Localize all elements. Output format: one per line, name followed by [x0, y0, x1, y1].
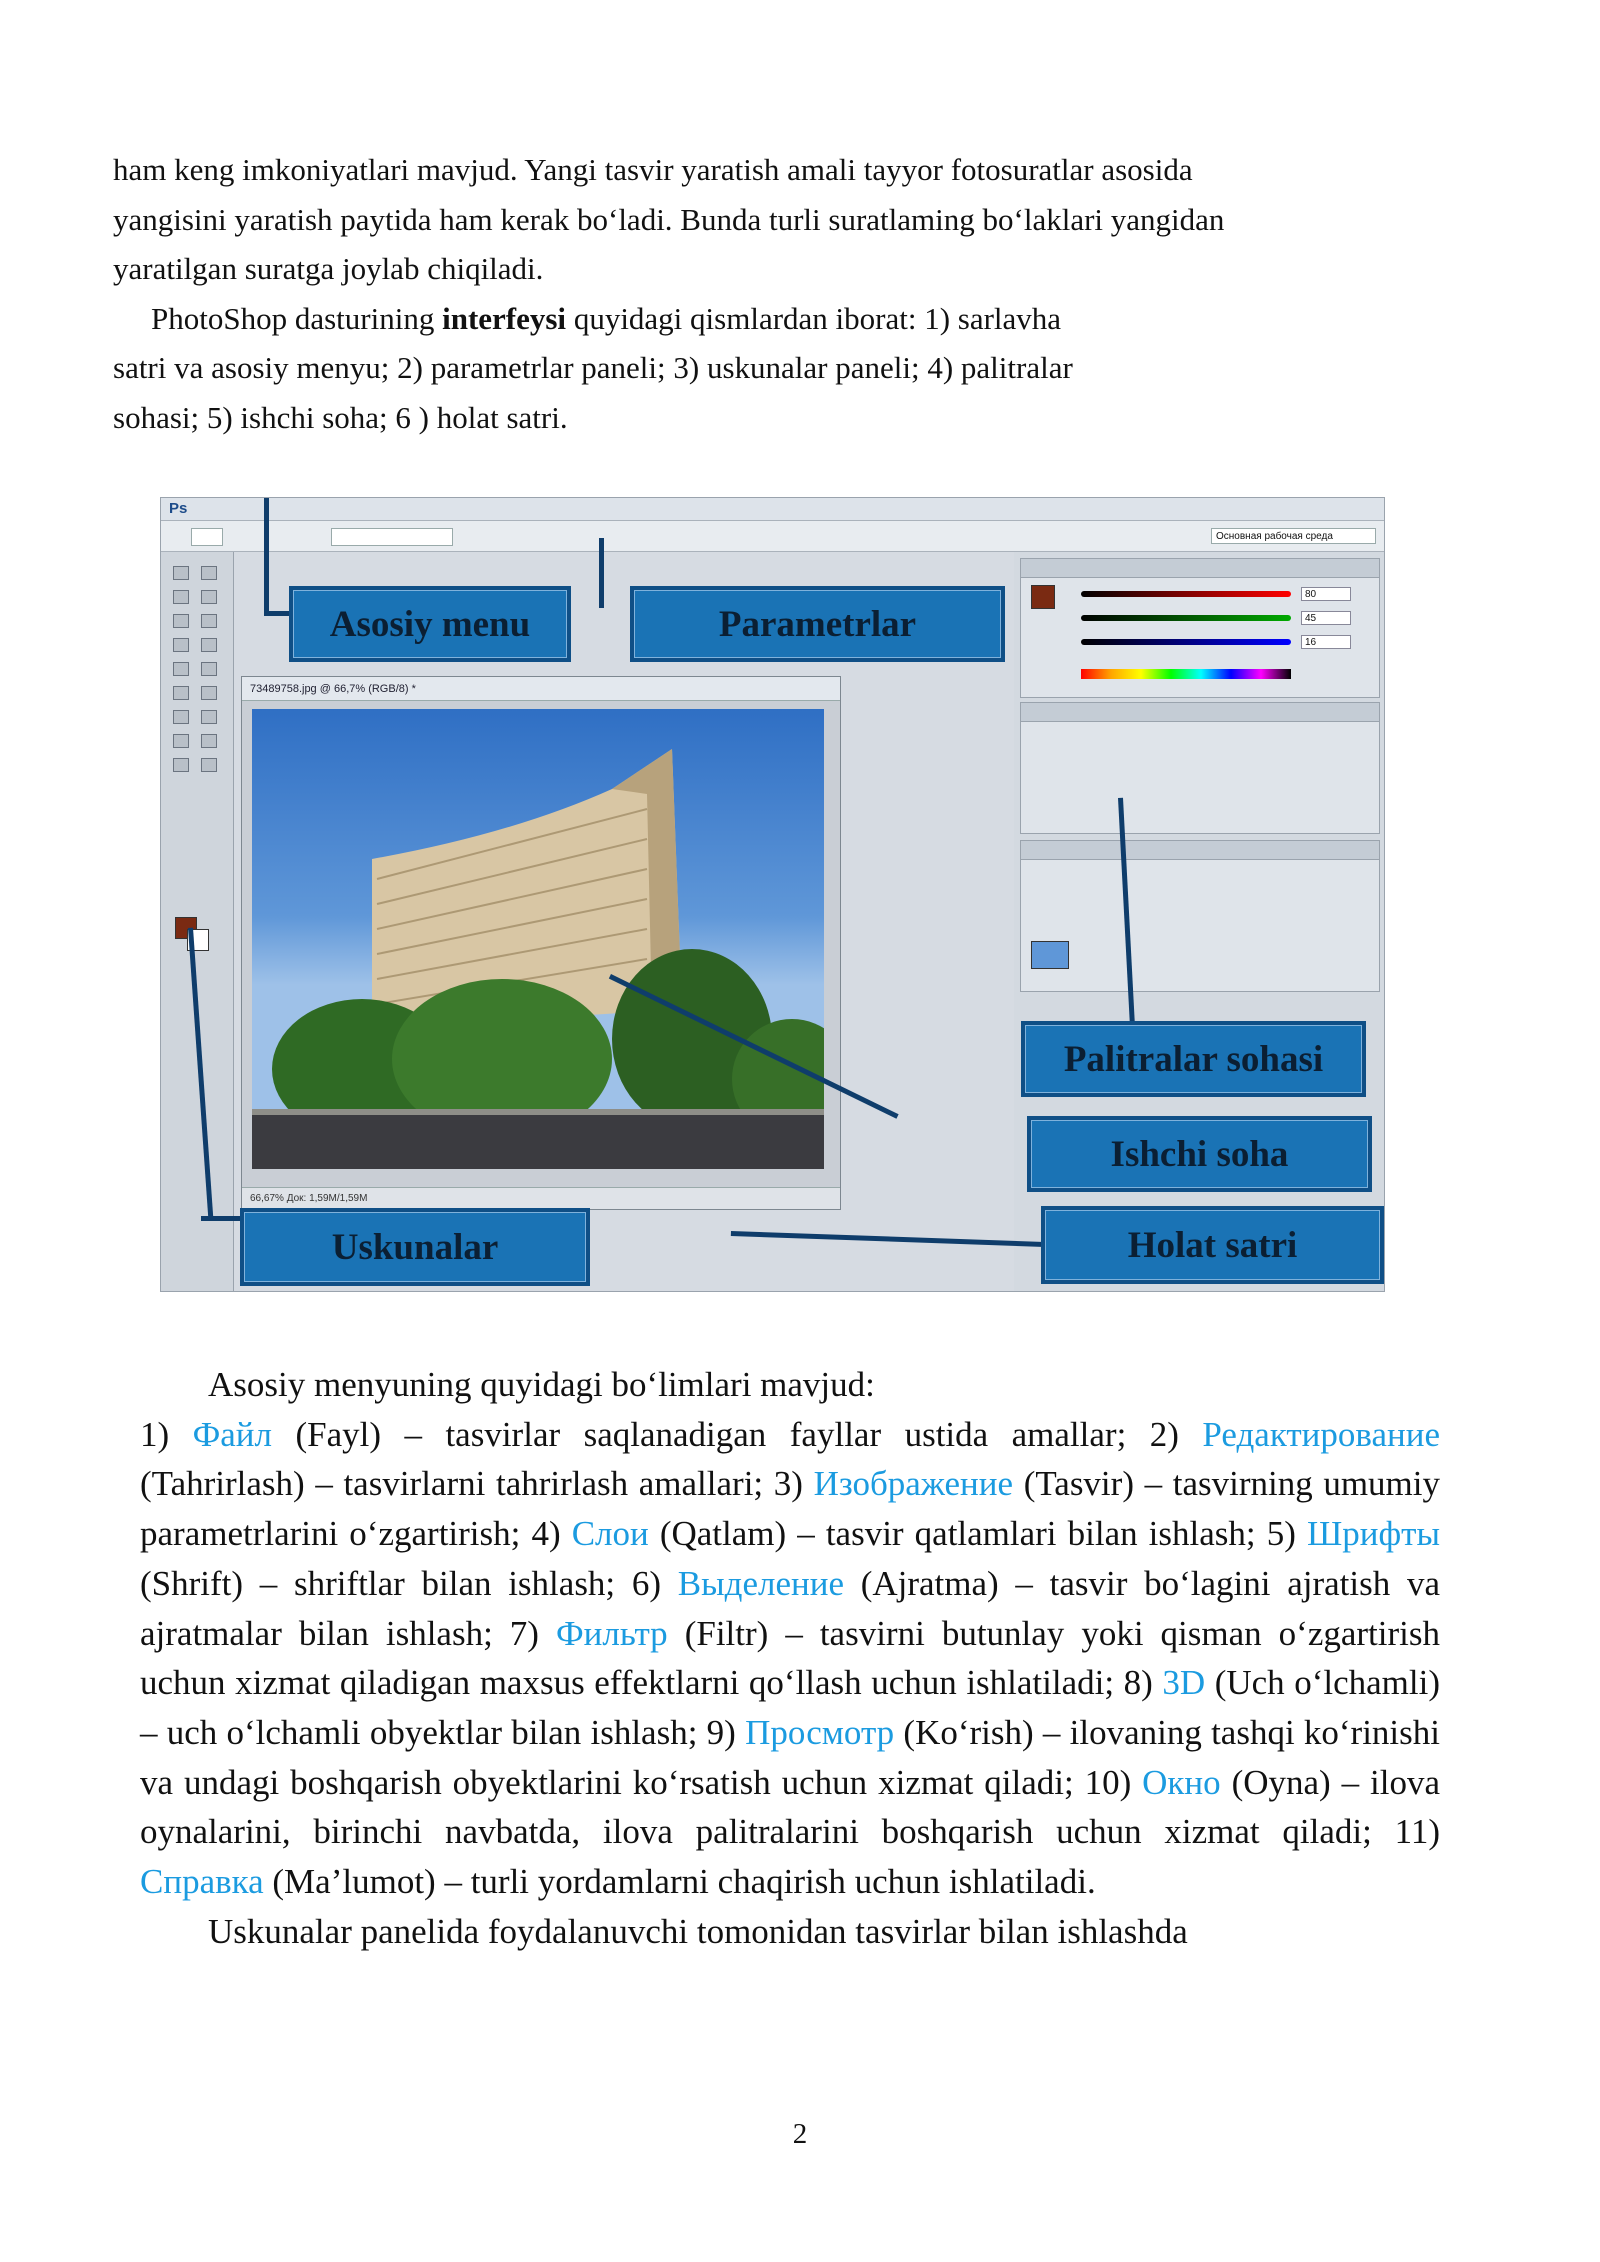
dodge-tool-icon: [173, 710, 189, 724]
page-number: 2: [792, 2118, 808, 2150]
menu-term-layers: Слои: [571, 1514, 649, 1554]
menu-text: (Filtr) – tasvirni butunlay yoki qisman o‘zgartirish uchun xizmat qiladigan maxsus effektlarni qo‘llash uchun ishlatiladi; 8): [140, 1613, 1440, 1703]
red-slider: [1081, 591, 1291, 597]
stamp-tool-icon: [173, 662, 189, 676]
workspace-field: Основная рабочая среда: [1211, 528, 1376, 544]
green-slider: [1081, 615, 1291, 621]
intro-line: [113, 294, 1513, 344]
menu-text: (Ajratma) – tasvir bo‘lagini ajratish va ajratmalar bilan ishlash; 7): [140, 1563, 1440, 1653]
menu-description: [140, 1360, 1440, 1956]
intro-text: quyidagi qismlardan iborat: 1) sarlavha: [566, 300, 1062, 336]
pencil-tool-icon: [201, 638, 217, 652]
menu-text: (Qatlam) – tasvir qatlamlari bilan ishlash; 5): [648, 1514, 1307, 1554]
menu-text: (Ko‘rish) – ilovaning tashqi ko‘rinishi va undagi boshqarish obyektlarini ko‘rsatish uchun xizmat qiladi; 10): [140, 1712, 1441, 1802]
menu-term-window: Окно: [1142, 1762, 1221, 1802]
ps-logo: Ps: [169, 500, 188, 517]
mode-field: [331, 528, 453, 546]
path-selection-tool-icon: [173, 734, 189, 748]
menu-term-select: Выделение: [677, 1563, 844, 1603]
blue-value: 16: [1301, 635, 1351, 649]
callout-palitralar-sohasi: Palitralar sohasi: [1021, 1021, 1366, 1097]
road: [252, 1114, 824, 1169]
menu-text: (Tasvir) – tasvirning umumiy parametrlarini o‘zgartirish; 4): [140, 1464, 1440, 1554]
intro-paragraph: [113, 145, 1513, 442]
color-spectrum-bar: [1081, 669, 1291, 679]
menu-term-filter: Фильтр: [555, 1613, 668, 1653]
callout-ishchi-soha: Ishchi soha: [1027, 1116, 1372, 1192]
section-heading: Asosiy menyuning quyidagi bo‘limlari mavjud:: [208, 1365, 875, 1404]
intro-line: yangisini yaratish paytida ham kerak bo‘ladi. Bunda turli suratlaming bo‘laklari yangidan: [113, 201, 1225, 237]
menu-text: 1): [140, 1414, 193, 1454]
zoom-tool-icon: [201, 758, 217, 772]
last-line: Uskunalar panelida foydalanuvchi tomonidan tasvirlar bilan ishlashda: [208, 1911, 1188, 1951]
ps-menubar: [161, 498, 1384, 521]
menu-term-help: Справка: [140, 1862, 264, 1902]
intro-line: sohasi; 5) ishchi soha; 6 ) holat satri.: [113, 399, 568, 435]
connector-menu: [264, 498, 269, 616]
eyedropper-tool-icon: [201, 614, 217, 628]
hotel-photo: [252, 709, 824, 1169]
menu-list-paragraph: [140, 1410, 1440, 1907]
green-value: 45: [1301, 611, 1351, 625]
ps-options-bar: [161, 521, 1384, 552]
hotel-photo-illustration: [252, 709, 824, 1169]
connector-params: [599, 538, 604, 608]
menu-text: (Tahrirlash) – tasvirlarni tahrirlash amallari; 3): [140, 1464, 814, 1504]
menu-term-3d: 3D: [1162, 1663, 1206, 1703]
red-value: 80: [1301, 587, 1351, 601]
color-panel-header: [1021, 559, 1379, 578]
menu-text: (Ma’lumot) – turli yordamlarni chaqirish uchun ishlatiladi.: [263, 1862, 1096, 1902]
move-tool-icon: [201, 566, 217, 580]
marquee-tool-icon: [173, 566, 189, 580]
intro-text: PhotoShop dasturining: [151, 300, 443, 336]
document-title: 73489758.jpg @ 66,7% (RGB/8) *: [242, 677, 840, 701]
tool-preset-field: [191, 528, 223, 546]
adjustments-panel: [1020, 702, 1380, 834]
intro-line: satri va asosiy menyu; 2) parametrlar paneli; 3) uskunalar paneli; 4) palitralar: [113, 350, 1073, 385]
document-status-bar: 66,67% Док: 1,59M/1,59M: [242, 1187, 840, 1209]
intro-bold-term: interfeysi: [442, 300, 567, 336]
hand-tool-icon: [173, 758, 189, 772]
photoshop-interface-figure: [160, 497, 1385, 1292]
brush-tool-icon: [173, 638, 189, 652]
history-brush-tool-icon: [201, 662, 217, 676]
menu-text: (Oyna) – ilova oynalarini, birinchi navbatda, ilova palitralarini boshqarish uchun xizmat qiladi; 11): [140, 1762, 1441, 1852]
menu-term-edit: Редактирование: [1202, 1414, 1440, 1454]
magic-wand-tool-icon: [201, 590, 217, 604]
adjustments-panel-header: [1021, 703, 1379, 722]
type-tool-icon: [201, 734, 217, 748]
color-panel: [1020, 558, 1380, 698]
menu-text: (Uch o‘lchamli) – uch o‘lchamli obyektlar bilan ishlash; 9): [140, 1663, 1440, 1752]
menu-text: (Fayl) – tasvirlar saqlanadigan fayllar ustida amallar; 2): [272, 1414, 1203, 1454]
ps-tools-panel: [161, 552, 234, 1292]
lasso-tool-icon: [173, 590, 189, 604]
crop-tool-icon: [173, 614, 189, 628]
menu-term-fonts: Шрифты: [1306, 1514, 1440, 1554]
menu-text: (Shrift) – shriftlar bilan ishlash; 6): [140, 1563, 678, 1603]
callout-parametrlar: Parametrlar: [630, 586, 1005, 662]
blue-slider: [1081, 639, 1291, 645]
eraser-tool-icon: [173, 686, 189, 700]
document-window: [241, 676, 841, 1210]
callout-uskunalar: Uskunalar: [240, 1208, 590, 1286]
intro-line: yaratilgan suratga joylab chiqiladi.: [113, 251, 544, 286]
layers-panel-header: [1021, 841, 1379, 860]
intro-line: ham keng imkoniyatlari mavjud. Yangi tasvir yaratish amali tayyor fotosuratlar asosida: [113, 152, 1193, 187]
gradient-tool-icon: [201, 686, 217, 700]
callout-holat-satri: Holat satri: [1041, 1206, 1384, 1284]
pen-tool-icon: [201, 710, 217, 724]
menu-term-image: Изображение: [813, 1464, 1014, 1504]
layers-panel: [1020, 840, 1380, 992]
callout-asosiy-menu: Asosiy menu: [289, 586, 571, 662]
curb: [252, 1109, 824, 1115]
menu-term-file: Файл: [192, 1414, 273, 1454]
color-swatch: [1031, 585, 1055, 609]
layer-thumbnail: [1031, 941, 1069, 969]
menu-term-view: Просмотр: [745, 1712, 895, 1752]
